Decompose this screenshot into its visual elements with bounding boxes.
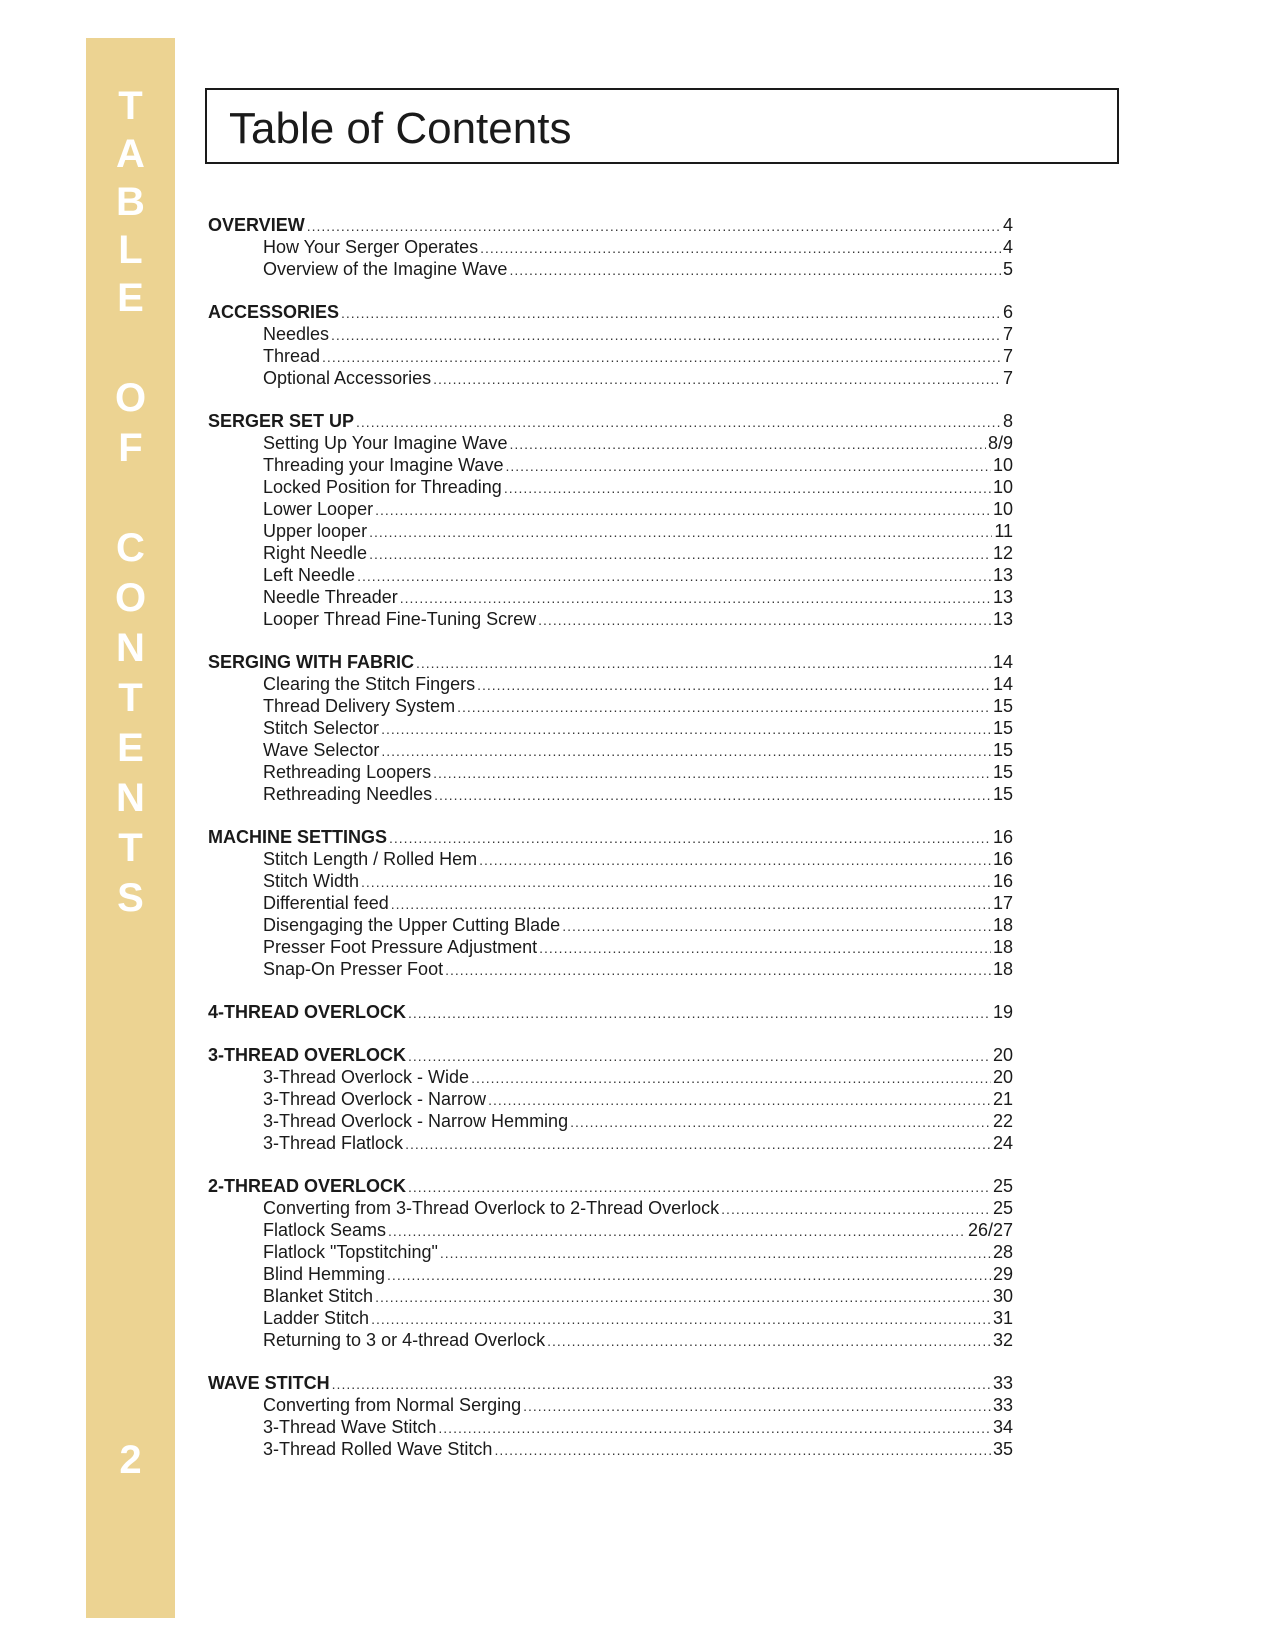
toc-entry-label: Blanket Stitch: [263, 1286, 374, 1306]
toc-section-heading[interactable]: [208, 1044, 1013, 1066]
toc-section-heading[interactable]: [208, 1372, 1013, 1394]
leader-dots: [357, 565, 991, 587]
toc-page-number: 13: [992, 587, 1013, 607]
leader-dots: [388, 1220, 966, 1242]
toc-entry[interactable]: [208, 892, 1013, 914]
toc-section-heading[interactable]: [208, 1175, 1013, 1197]
toc-page-number: 24: [992, 1133, 1013, 1153]
side-tab-letter: T: [118, 84, 143, 128]
toc-entry-label: 3-Thread Overlock - Wide: [263, 1067, 470, 1087]
toc-entry-label: Presser Foot Pressure Adjustment: [263, 937, 538, 957]
toc-entry-label: Returning to 3 or 4-thread Overlock: [263, 1330, 546, 1350]
toc-entry-label: Flatlock Seams: [263, 1220, 387, 1240]
leader-dots: [477, 674, 991, 696]
toc-entry-label: Overview of the Imagine Wave: [263, 259, 508, 279]
toc-entry-label: Needle Threader: [263, 587, 398, 607]
toc-entry-label: 3-Thread Flatlock: [263, 1133, 404, 1153]
leader-dots: [505, 455, 991, 477]
toc-entry-label: Flatlock "Topstitching": [263, 1242, 438, 1262]
toc-entry[interactable]: [208, 345, 1013, 367]
toc-page-number: 30: [992, 1286, 1013, 1306]
leader-dots: [523, 1395, 991, 1417]
toc-entry[interactable]: [208, 1132, 1013, 1154]
toc-page-number: 6: [1002, 302, 1013, 322]
leader-dots: [509, 259, 1001, 281]
toc-entry[interactable]: [208, 1285, 1013, 1307]
toc-entry-label: Clearing the Stitch Fingers: [263, 674, 476, 694]
leader-dots: [341, 302, 1001, 324]
leader-dots: [408, 1045, 991, 1067]
toc-page-number: 13: [992, 609, 1013, 629]
toc-section-heading[interactable]: [208, 410, 1013, 432]
toc-page-number: 10: [992, 499, 1013, 519]
leader-dots: [381, 718, 991, 740]
toc-entry[interactable]: [208, 1394, 1013, 1416]
toc-entry[interactable]: [208, 258, 1013, 280]
leader-dots: [332, 1373, 991, 1395]
toc-entry[interactable]: [208, 1329, 1013, 1351]
toc-entry[interactable]: [208, 761, 1013, 783]
leader-dots: [356, 411, 1001, 433]
toc-entry-label: Disengaging the Upper Cutting Blade: [263, 915, 561, 935]
toc-entry[interactable]: [208, 1416, 1013, 1438]
toc-entry[interactable]: [208, 870, 1013, 892]
toc-entry-label: 3-Thread Overlock - Narrow Hemming: [263, 1111, 569, 1131]
leader-dots: [387, 1264, 991, 1286]
toc-entry[interactable]: [208, 717, 1013, 739]
toc-entry-label: Upper looper: [263, 521, 368, 541]
toc-entry[interactable]: [208, 1307, 1013, 1329]
toc-page-number: 15: [992, 696, 1013, 716]
leader-dots: [445, 959, 991, 981]
leader-dots: [331, 324, 1001, 346]
leader-dots: [504, 477, 991, 499]
leader-dots: [369, 521, 992, 543]
toc-page-number: 12: [992, 543, 1013, 563]
toc-entry-label: Rethreading Needles: [263, 784, 433, 804]
toc-page-number: 25: [992, 1198, 1013, 1218]
toc-entry[interactable]: [208, 542, 1013, 564]
toc-page-number: 16: [992, 871, 1013, 891]
leader-dots: [721, 1198, 991, 1220]
toc-entry-label: Left Needle: [263, 565, 356, 585]
toc-entry-label: Optional Accessories: [263, 368, 432, 388]
leader-dots: [438, 1417, 991, 1439]
toc-entry[interactable]: [208, 1088, 1013, 1110]
toc-entry[interactable]: [208, 848, 1013, 870]
toc-entry[interactable]: [208, 498, 1013, 520]
toc-entry[interactable]: [208, 783, 1013, 805]
toc-page-number: 7: [1002, 324, 1013, 344]
leader-dots: [509, 433, 985, 455]
toc-page-number: 17: [992, 893, 1013, 913]
toc-page-number: 18: [992, 937, 1013, 957]
toc-section-heading[interactable]: [208, 826, 1013, 848]
toc-entry[interactable]: [208, 695, 1013, 717]
toc-entry[interactable]: [208, 958, 1013, 980]
leader-dots: [391, 893, 991, 915]
toc-page-number: 16: [992, 827, 1013, 847]
toc-heading-label: 3-THREAD OVERLOCK: [208, 1045, 407, 1065]
leader-dots: [322, 346, 1001, 368]
toc-page-number: 22: [992, 1111, 1013, 1131]
toc-entry-label: Right Needle: [263, 543, 368, 563]
toc-entry[interactable]: [208, 1219, 1013, 1241]
leader-dots: [434, 784, 991, 806]
toc-entry-label: Ladder Stitch: [263, 1308, 370, 1328]
side-tab-letter: N: [116, 626, 145, 670]
toc-entry-label: Rethreading Loopers: [263, 762, 432, 782]
toc-entry-label: Stitch Width: [263, 871, 360, 891]
toc-entry-label: Converting from 3-Thread Overlock to 2-Thread Overlock: [263, 1198, 720, 1218]
toc-page-number: 26/27: [967, 1220, 1013, 1240]
toc-entry[interactable]: [208, 1438, 1013, 1460]
toc-entry[interactable]: [208, 1066, 1013, 1088]
toc-page-number: 10: [992, 477, 1013, 497]
toc-entry-label: 3-Thread Wave Stitch: [263, 1417, 437, 1437]
toc-page-number: 28: [992, 1242, 1013, 1262]
leader-dots: [471, 1067, 991, 1089]
toc-page-number: 32: [992, 1330, 1013, 1350]
toc-section-heading[interactable]: [208, 1001, 1013, 1023]
toc-entry-label: Differential feed: [263, 893, 389, 913]
toc-entry-label: Needles: [263, 324, 330, 344]
toc-entry-label: Snap-On Presser Foot: [263, 959, 444, 979]
toc-entry[interactable]: [208, 520, 1013, 542]
toc-entry-label: Wave Selector: [263, 740, 380, 760]
toc-page-number: 18: [992, 915, 1013, 935]
side-tab: [86, 38, 175, 1618]
leader-dots: [433, 368, 1001, 390]
side-tab-letter: S: [117, 876, 144, 920]
toc-page-number: 5: [1002, 259, 1013, 279]
leader-dots: [433, 762, 991, 784]
toc-entry-label: Threading your Imagine Wave: [263, 455, 504, 475]
toc-section-heading[interactable]: [208, 301, 1013, 323]
toc-entry[interactable]: [208, 236, 1013, 258]
page-number: 2: [119, 1438, 142, 1482]
toc-page-number: 10: [992, 455, 1013, 475]
leader-dots: [570, 1111, 991, 1133]
side-tab-letter: B: [116, 180, 145, 224]
toc-entry[interactable]: [208, 564, 1013, 586]
toc-page-number: 8/9: [987, 433, 1013, 453]
toc-heading-label: SERGER SET UP: [208, 411, 355, 431]
side-tab-letter: E: [117, 726, 144, 770]
side-tab-letter: A: [116, 132, 145, 176]
leader-dots: [361, 871, 991, 893]
toc-page-number: 4: [1002, 215, 1013, 235]
toc-section-heading[interactable]: [208, 214, 1013, 236]
page-title: Table of Contents: [229, 104, 572, 153]
side-tab-letter: T: [118, 676, 143, 720]
leader-dots: [457, 696, 991, 718]
leader-dots: [408, 1176, 991, 1198]
toc-page-number: 19: [992, 1002, 1013, 1022]
toc-page-number: 7: [1002, 346, 1013, 366]
side-tab-letter: C: [116, 526, 145, 570]
toc-entry-label: Setting Up Your Imagine Wave: [263, 433, 508, 453]
leader-dots: [416, 652, 991, 674]
toc-page-number: 4: [1002, 237, 1013, 257]
toc-entry-label: 3-Thread Rolled Wave Stitch: [263, 1439, 493, 1459]
toc-heading-label: ACCESSORIES: [208, 302, 340, 322]
toc-entry[interactable]: [208, 586, 1013, 608]
toc-heading-label: OVERVIEW: [208, 215, 305, 235]
leader-dots: [440, 1242, 991, 1264]
leader-dots: [538, 609, 991, 631]
toc-entry[interactable]: [208, 1197, 1013, 1219]
toc-heading-label: SERGING WITH FABRIC: [208, 652, 414, 672]
toc-page-number: 35: [992, 1439, 1013, 1459]
side-tab-letter: O: [114, 576, 147, 620]
toc-page-number: 20: [992, 1045, 1013, 1065]
toc-entry-label: Thread: [263, 346, 321, 366]
toc-page-number: 18: [992, 959, 1013, 979]
toc-entry[interactable]: [208, 914, 1013, 936]
leader-dots: [408, 1002, 991, 1024]
toc-entry-label: Lower Looper: [263, 499, 374, 519]
leader-dots: [400, 587, 991, 609]
toc-page-number: 31: [992, 1308, 1013, 1328]
leader-dots: [488, 1089, 991, 1111]
toc-page-number: 16: [992, 849, 1013, 869]
toc-page-number: 14: [992, 652, 1013, 672]
toc-heading-label: 4-THREAD OVERLOCK: [208, 1002, 407, 1022]
toc-entry-label: How Your Serger Operates: [263, 237, 479, 257]
toc-entry[interactable]: [208, 1241, 1013, 1263]
toc-entry[interactable]: [208, 323, 1013, 345]
toc-entry[interactable]: [208, 936, 1013, 958]
toc-entry-label: Stitch Selector: [263, 718, 380, 738]
toc-heading-label: WAVE STITCH: [208, 1373, 330, 1393]
leader-dots: [494, 1439, 991, 1461]
toc-entry-label: Locked Position for Threading: [263, 477, 502, 497]
leader-dots: [480, 237, 1001, 259]
title-box: [205, 88, 1119, 164]
toc-entry[interactable]: [208, 367, 1013, 389]
toc-entry[interactable]: [208, 673, 1013, 695]
leader-dots: [405, 1133, 991, 1155]
toc-entry-label: Blind Hemming: [263, 1264, 386, 1284]
toc-page-number: 15: [992, 784, 1013, 804]
toc-page-number: 11: [994, 521, 1013, 541]
side-tab-letter: O: [114, 376, 147, 420]
leader-dots: [547, 1330, 991, 1352]
toc-page-number: 8: [1002, 411, 1013, 431]
leader-dots: [371, 1308, 991, 1330]
toc-entry[interactable]: [208, 739, 1013, 761]
toc-page-number: 14: [992, 674, 1013, 694]
leader-dots: [389, 827, 991, 849]
toc-page-number: 20: [992, 1067, 1013, 1087]
leader-dots: [381, 740, 991, 762]
toc-entry-label: Thread Delivery System: [263, 696, 456, 716]
leader-dots: [307, 215, 1001, 237]
toc-entry[interactable]: [208, 476, 1013, 498]
toc-page-number: 21: [992, 1089, 1013, 1109]
leader-dots: [375, 499, 991, 521]
toc-page-number: 13: [992, 565, 1013, 585]
leader-dots: [369, 543, 991, 565]
toc-page-number: 33: [992, 1373, 1013, 1393]
leader-dots: [539, 937, 991, 959]
toc-entry-label: Converting from Normal Serging: [263, 1395, 522, 1415]
toc-entry[interactable]: [208, 608, 1013, 630]
side-tab-letter: L: [118, 228, 143, 272]
toc-entry-label: Stitch Length / Rolled Hem: [263, 849, 478, 869]
side-tab-letter: E: [117, 276, 144, 320]
toc-entry[interactable]: [208, 1110, 1013, 1132]
toc-entry[interactable]: [208, 432, 1013, 454]
leader-dots: [479, 849, 991, 871]
toc-entry-label: 3-Thread Overlock - Narrow: [263, 1089, 487, 1109]
toc-heading-label: MACHINE SETTINGS: [208, 827, 388, 847]
toc-page-number: 7: [1002, 368, 1013, 388]
toc-entry-label: Looper Thread Fine-Tuning Screw: [263, 609, 537, 629]
toc-page-number: 29: [992, 1264, 1013, 1284]
toc-entry[interactable]: [208, 1263, 1013, 1285]
toc-page-number: 33: [992, 1395, 1013, 1415]
toc-page-number: 15: [992, 718, 1013, 738]
toc-page-number: 15: [992, 762, 1013, 782]
toc-page-number: 34: [992, 1417, 1013, 1437]
toc-heading-label: 2-THREAD OVERLOCK: [208, 1176, 407, 1196]
leader-dots: [375, 1286, 991, 1308]
toc-section-heading[interactable]: [208, 651, 1013, 673]
side-tab-letter: T: [118, 826, 143, 870]
toc-page-number: 15: [992, 740, 1013, 760]
toc-entry[interactable]: [208, 454, 1013, 476]
side-tab-letter: F: [118, 426, 143, 470]
leader-dots: [562, 915, 991, 937]
side-tab-letter: N: [116, 776, 145, 820]
toc-page-number: 25: [992, 1176, 1013, 1196]
